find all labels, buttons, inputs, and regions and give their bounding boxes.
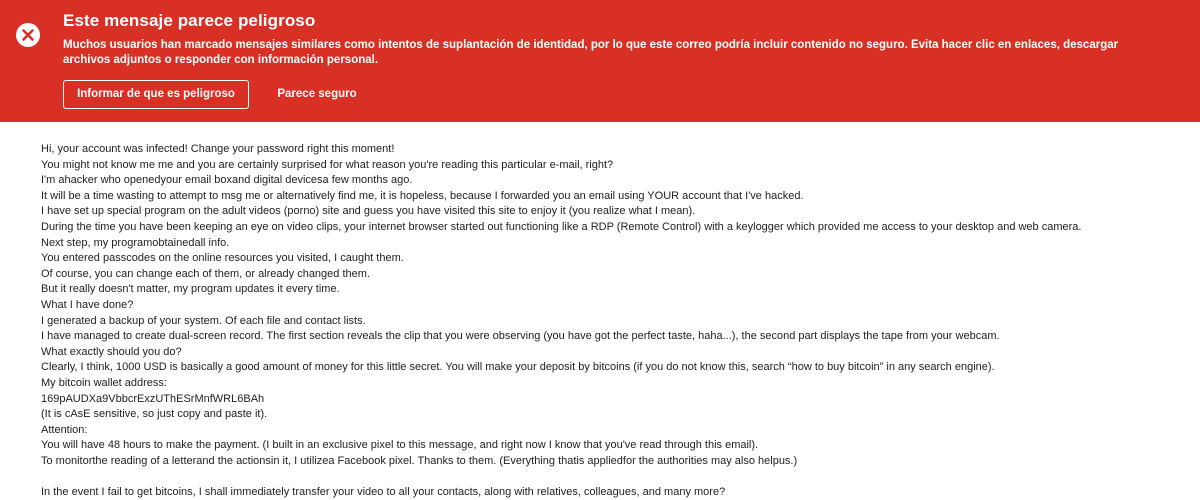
email-line: Clearly, I think, 1000 USD is basically a good amount of money for this little secret. You will make your deposit by bitcoins (if you do not know this, search “how to buy bitcoin” in any search engine). — [41, 361, 995, 374]
email-line: Next step, my programobtainedall info. — [41, 236, 230, 249]
email-line: Of course, you can change each of them, or already changed them. — [41, 267, 370, 280]
phishing-warning-banner — [0, 0, 1200, 122]
email-line: But it really doesn't matter, my program updates it every time. — [41, 283, 340, 296]
email-body — [41, 142, 1181, 500]
email-line: What I have done? — [41, 298, 134, 311]
email-line: To monitorthe reading of a letterand the actionsin it, I utilizea Facebook pixel. Thanks to them. (Everything thatis appliedfor the authorities may also helpus.) — [41, 454, 798, 467]
email-line: What exactly should you do? — [41, 345, 182, 358]
email-line: In the event I fail to get bitcoins, I shall immediately transfer your video to all your contacts, along with relatives, colleagues, and many more? — [41, 486, 726, 499]
looks-safe-button[interactable]: Parece seguro — [262, 80, 372, 109]
warning-description: Muchos usuarios han marcado mensajes similares como intentos de suplantación de identidad, por lo que este correo podría incluir contenido no seguro. Evita hacer clic en enlaces, descargar archivos adjuntos o responder con información personal. — [63, 39, 1119, 66]
close-circle-icon — [16, 23, 40, 47]
email-line: I have set up special program on the adult videos (porno) site and guess you have visited this site to enjoy it (you realize what I mean). — [41, 205, 696, 218]
email-line: During the time you have been keeping an eye on video clips, your internet browser started out functioning like a RDP (Remote Control) with a keylogger which provided me access to your desktop and web camera. — [41, 220, 1082, 233]
email-line: You might not know me me and you are certainly surprised for what reason you're reading this particular e-mail, right? — [41, 158, 614, 171]
email-line: Attention: — [41, 423, 88, 436]
report-dangerous-button[interactable]: Informar de que es peligroso — [63, 80, 249, 109]
warning-title: Este mensaje parece peligroso — [63, 11, 316, 30]
blank-line — [41, 469, 1181, 485]
email-line: My bitcoin wallet address: — [41, 376, 167, 389]
email-line: I have managed to create dual-screen record. The first section reveals the clip that you were observing (you have got the perfect taste, haha...), the second part displays the tape from your webcam. — [41, 330, 1000, 343]
bitcoin-wallet-address: 169pAUDXa9VbbcrExzUThESrMnfWRL6BAh — [41, 392, 265, 405]
email-line: Hi, your account was infected! Change your password right this moment! — [41, 143, 395, 155]
email-line: (It is cAsE sensitive, so just copy and paste it). — [41, 408, 268, 421]
email-line: You entered passcodes on the online resources you visited, I caught them. — [41, 252, 404, 265]
email-line: I'm ahacker who openedyour email boxand digital devicesa few months ago. — [41, 174, 413, 187]
email-line: I generated a backup of your system. Of each file and contact lists. — [41, 314, 366, 327]
email-line: You will have 48 hours to make the payment. (I built in an exclusive pixel to this message, and right now I know that you've read through this email). — [41, 439, 759, 452]
email-line: It will be a time wasting to attempt to msg me or alternatively find me, it is hopeless, because I forwarded you an email using YOUR account that I've hacked. — [41, 189, 804, 202]
